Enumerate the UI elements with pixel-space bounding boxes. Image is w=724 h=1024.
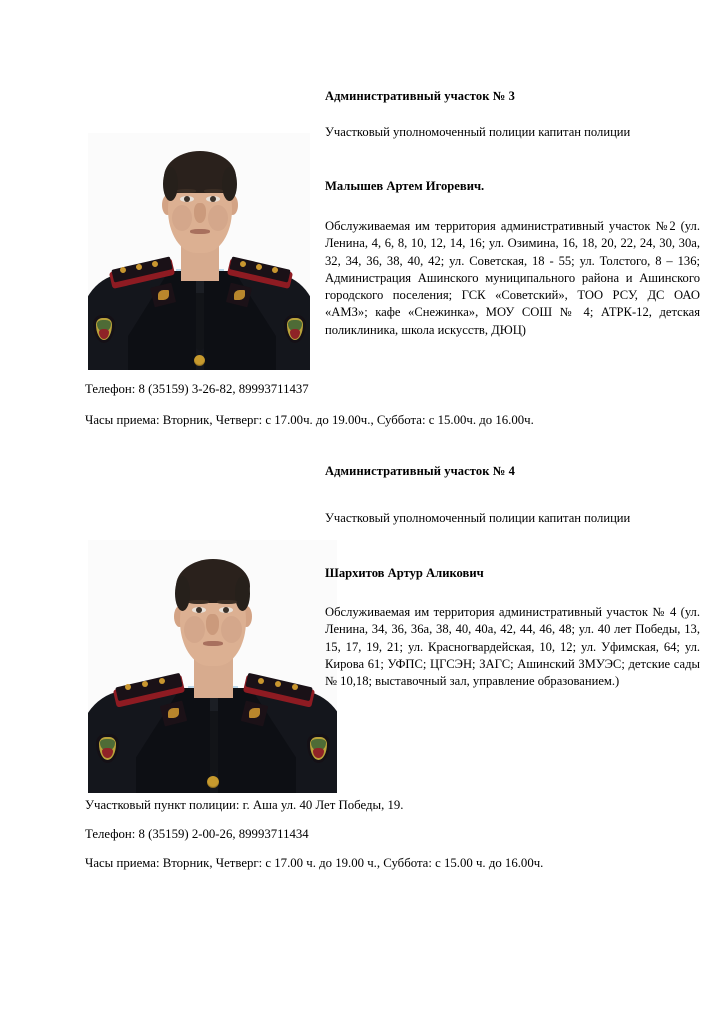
eyebrow-right xyxy=(204,189,223,193)
rank-star-right-2 xyxy=(275,681,281,687)
collar-emblem-left xyxy=(158,290,169,300)
section-heading-2: Административный участок № 4 xyxy=(325,464,515,478)
collar-emblem-right xyxy=(234,290,245,300)
portrait-canvas-2 xyxy=(88,540,337,793)
mouth xyxy=(203,641,223,646)
position-text-2: Участковый уполномоченный полиции капитан полиции xyxy=(325,511,631,525)
rank-star-right-3 xyxy=(292,684,298,690)
portrait-canvas-1 xyxy=(88,133,310,370)
collar-emblem-left xyxy=(168,708,179,718)
office-address-line-2: Участковый пункт полиции: г. Аша ул. 40 Лет Победы, 19. xyxy=(85,798,404,812)
cheek-shadow-right xyxy=(208,205,228,231)
hair-side-right xyxy=(235,576,250,611)
hair-side-left xyxy=(163,167,178,201)
jacket-button xyxy=(194,355,205,366)
eye-left xyxy=(184,196,190,202)
rank-star-left-3 xyxy=(159,678,165,684)
nose xyxy=(194,203,206,223)
cheek-shadow-right xyxy=(221,616,242,643)
cheek-shadow-left xyxy=(172,205,192,231)
eye-right xyxy=(210,196,216,202)
eye-right xyxy=(223,607,229,613)
phone-line-2: Телефон: 8 (35159) 2-00-26, 89993711434 xyxy=(85,827,309,841)
position-text-1: Участковый уполномоченный полиции капитан полиции xyxy=(325,125,631,139)
eye-left xyxy=(196,607,202,613)
officer-photo-2 xyxy=(88,540,337,793)
jacket-button xyxy=(207,776,219,788)
officer-photo-1 xyxy=(88,133,310,370)
collar-emblem-right xyxy=(249,708,260,718)
officer-name-2: Шархитов Артур Аликович xyxy=(325,566,484,580)
mouth xyxy=(190,229,210,234)
nose xyxy=(206,614,219,635)
eyebrow-right xyxy=(217,600,237,604)
eyebrow-left xyxy=(189,600,209,604)
hours-line-1: Часы приема: Вторник, Четверг: с 17.00ч. до 19.00ч., Суббота: с 15.00ч. до 16.00ч. xyxy=(85,413,534,427)
hours-line-2: Часы приема: Вторник, Четверг: с 17.00 ч. до 19.00 ч., Суббота: с 15.00 ч. до 16.00ч. xyxy=(85,856,544,870)
cheek-shadow-left xyxy=(184,616,205,643)
section-heading-1: Административный участок № 3 xyxy=(325,89,515,103)
hair-side-right xyxy=(222,167,237,201)
phone-line-1: Телефон: 8 (35159) 3-26-82, 89993711437 xyxy=(85,382,309,396)
rank-star-right-1 xyxy=(258,678,264,684)
eyebrow-left xyxy=(177,189,196,193)
hair-side-left xyxy=(175,576,190,611)
rank-star-left-2 xyxy=(142,681,148,687)
officer-name-1: Малышев Артем Игоревич. xyxy=(325,179,485,193)
territory-text-1: Обслуживаемая им территория административный участок №2 (ул. Ленина, 4, 6, 8, 10, 12, 14, 16; ул. Озимина, 16, 18, 20, 22, 24, 30, 30а, 32, 34, 36, 38, 40, 42; ул. Советская, 18 - 55; ул. Толстого, 8 – 136; Администрация Ашинского муниципального района и Ашинского городского поселения; ГСК «Советский», ТОО РСУ, ДС ОАО «АМЗ»; кафе «Снежинка», МОУ СОШ № 4; АТРК-12, детская поликлиника, школа искусств, ДЮЦ) xyxy=(325,219,700,337)
rank-star-left-1 xyxy=(125,684,131,690)
territory-text-2: Обслуживаемая им территория административный участок № 4 (ул. Ленина, 34, 36, 36а, 38, 40, 40а, 42, 44, 46, 48; ул. 40 лет Победы, 13, 15, 17, 19, 21; ул. Красногвардейская, 10, 12; ул. Уфимская, 64; ул. Кирова 61; УФПС; ЦГСЭН; ЗАГС; Ашинский ЗМУЭС; детские сады № 10,18; выставочный зал, управление образованием.) xyxy=(325,605,700,688)
